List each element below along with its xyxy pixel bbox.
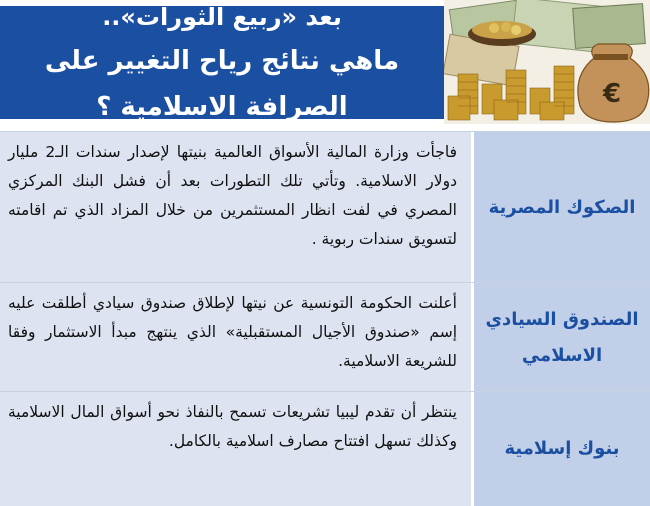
title-line-2: ماهي نتائج رياح التغيير على الصرافة الاسلامية ؟ [44,45,400,122]
title-line-1: بعد «ربيع الثورات».. [102,2,342,31]
row-text: ينتظر أن تقدم ليبيا تشريعات تسمح بالنفاذ نحو أسواق المال الاسلامية وكذلك تسهل افتتاح مصارف اسلامية بالكامل. [0,392,471,506]
euro-symbol: € [602,79,622,109]
content-table [0,131,650,505]
header [0,0,650,124]
table-row [0,282,650,392]
title-banner [0,2,444,122]
table-row [0,131,650,283]
row-label: الصندوق السيادي الاسلامي [471,283,650,392]
table-row [0,391,650,506]
row-text: أعلنت الحكومة التونسية عن نيتها لإطلاق صندوق سيادي أطلقت عليه إسم «صندوق الأجيال المستقبلية» الذي ينتهج مبدأ الاستثمار وفقا للشريعة الاسلامية. [0,283,471,392]
row-label: بنوك إسلامية [471,392,650,506]
row-label: الصكوك المصرية [471,132,650,283]
money-illustration [444,0,650,124]
row-text: فاجأت وزارة المالية الأسواق العالمية بنيتها لإصدار سندات الـ2 مليار دولار الاسلامية. وتأتي تلك التطورات بعد أن فشل البنك المركزي المصري في لفت انظار المستثمرين من خلال المزاد الذي تم اقامته لتسويق سندات ربوية . [0,132,471,283]
